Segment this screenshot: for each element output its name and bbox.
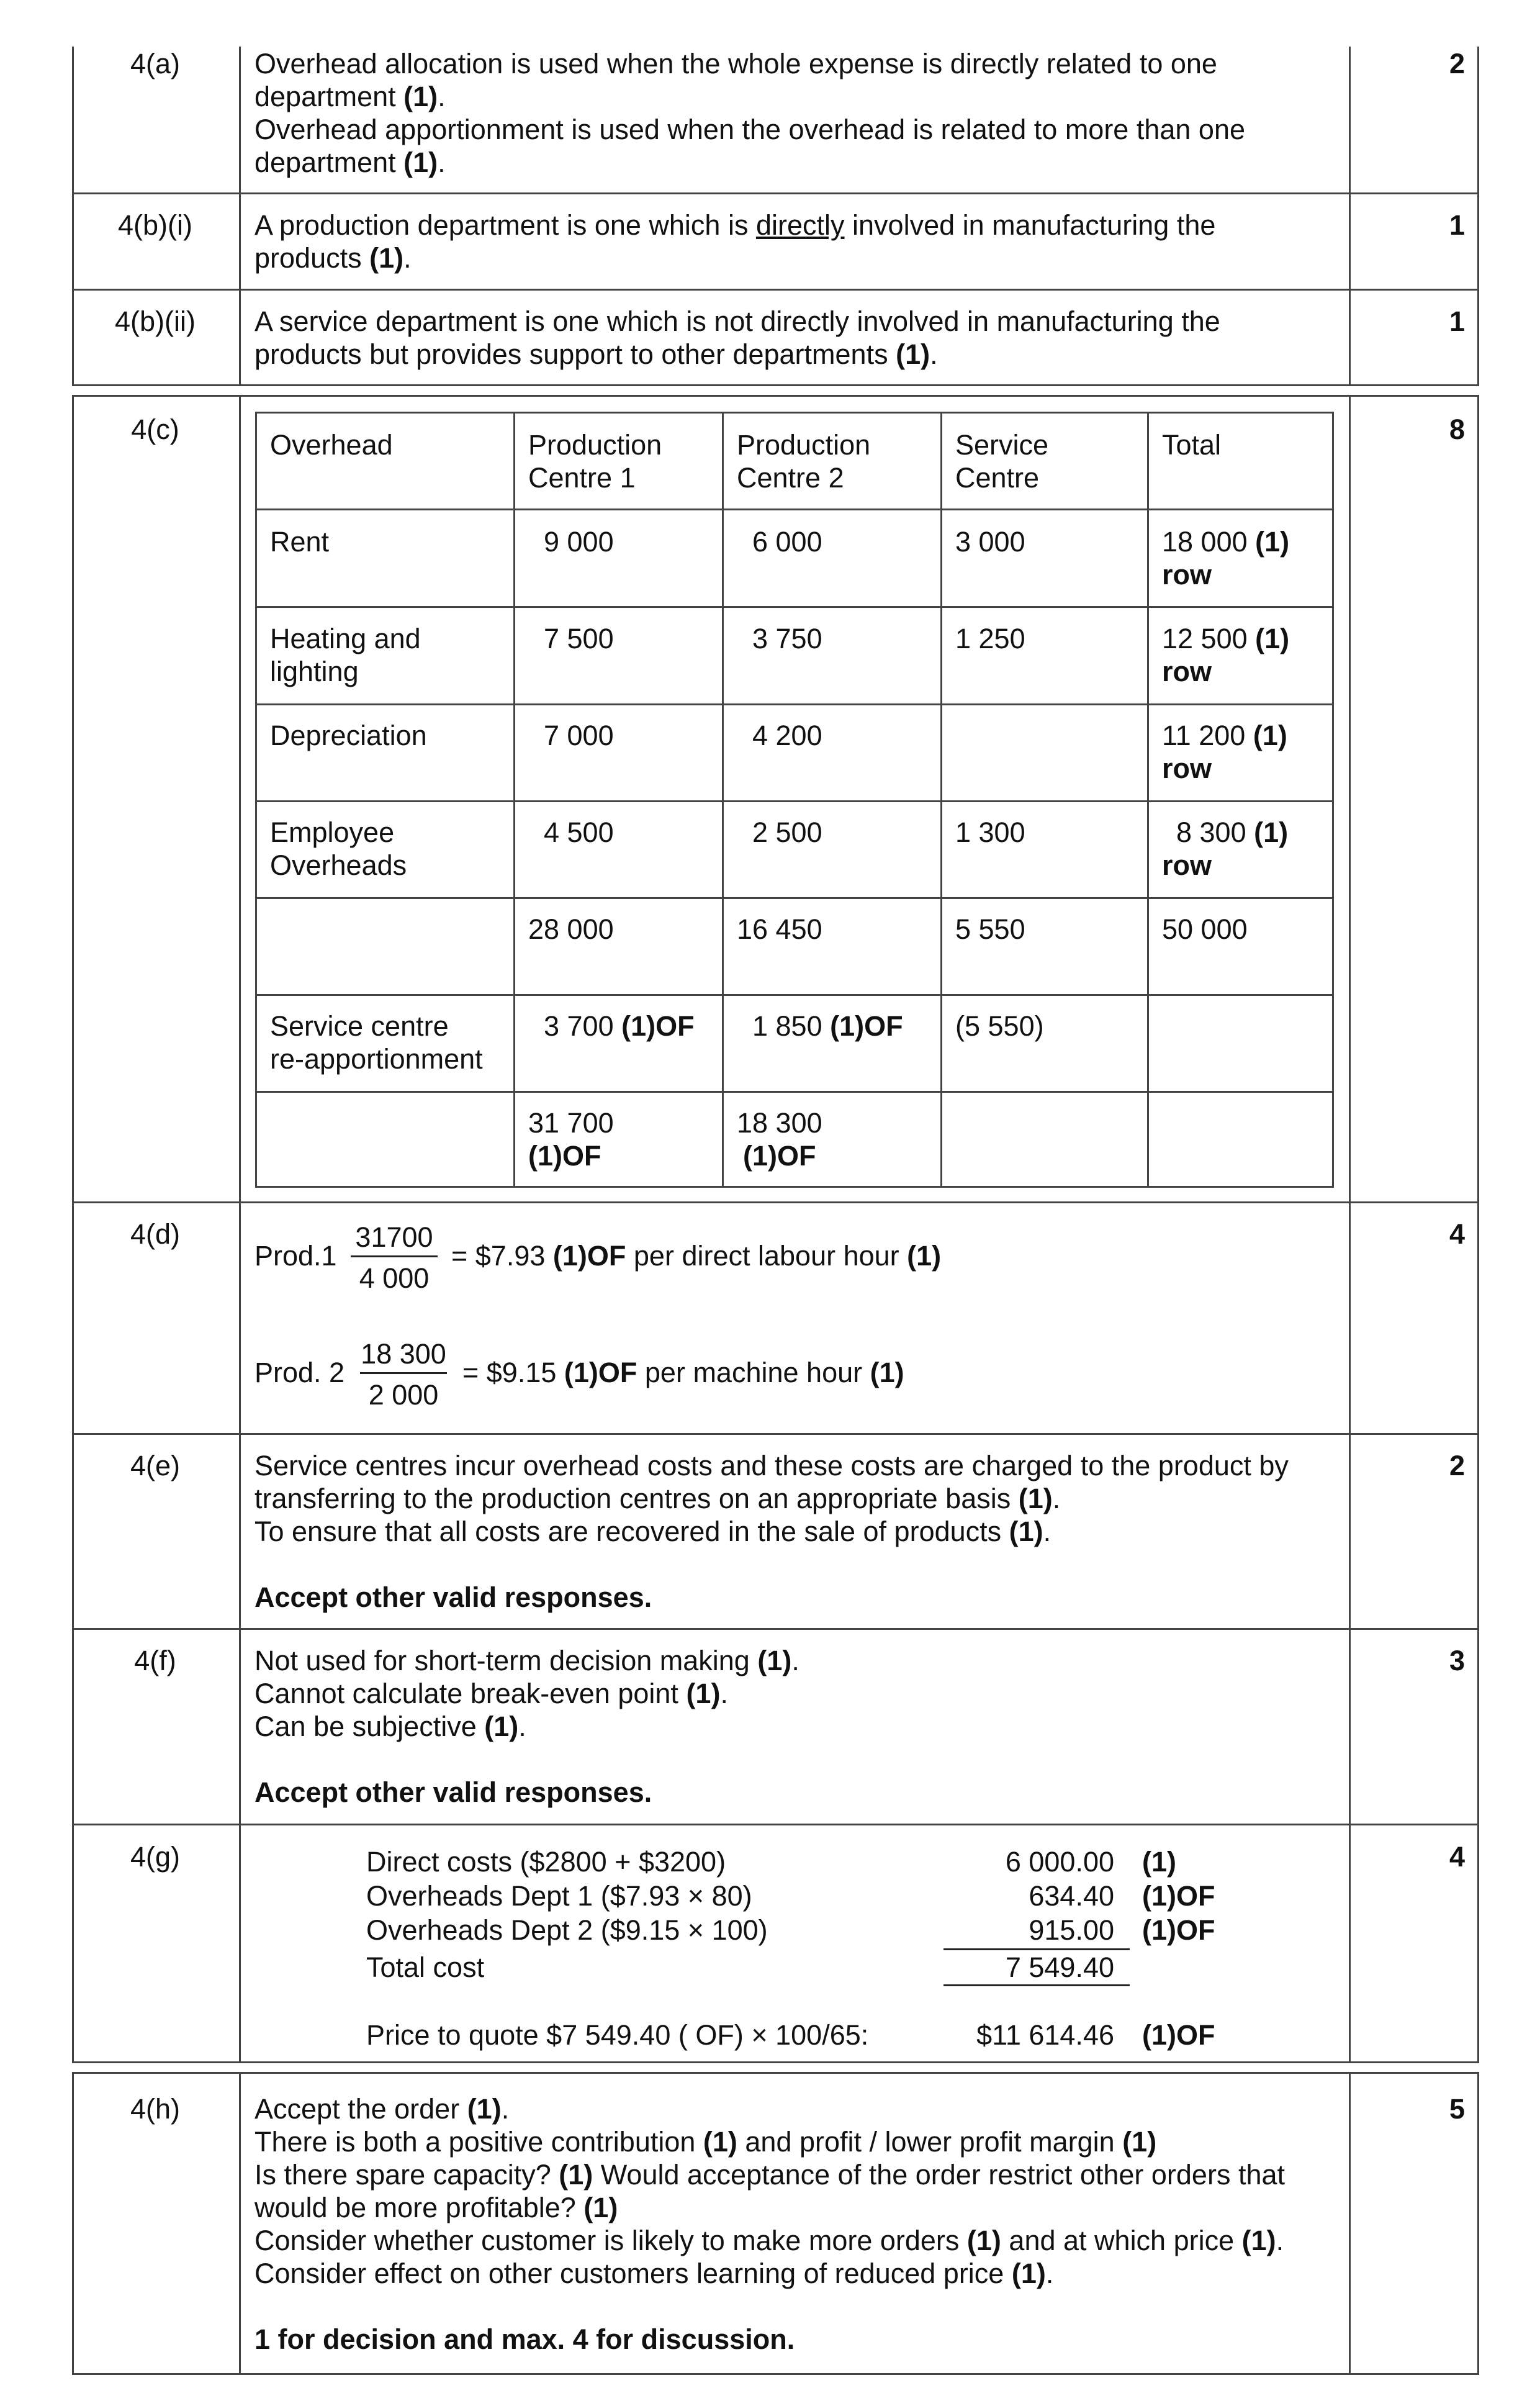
marks-value: 4: [1449, 1218, 1465, 1250]
table-cell: 2 500: [752, 816, 822, 848]
table-cell: 7 500: [544, 623, 614, 654]
answer-text: Accept the order (1). There is both a positive contribution (1) and profit / lower profit margin (1) Is there spare capacity? (1) Would acceptance of the order restrict other orders that would be more profitable? (1) Consider whether customer is likely to make more orders (1) and at which price (1). Consider effect on other customers learning of reduced price (1). 1 for decision and max. 4 for discussion.: [254, 2093, 1286, 2355]
price-mark: (1)OF: [1142, 2019, 1215, 2051]
answer-text: Service centres incur overhead costs and these costs are charged to the product by transferring to the production centres on an appropriate basis (1). To ensure that all costs are recovered in the sale of products (1). Accept other valid responses.: [254, 1450, 1289, 1613]
price-label: Price to quote $7 549.40 ( OF) × 100/65:: [366, 2019, 869, 2051]
calc-result: = $7.93 (1)OF per direct labour hour (1): [451, 1240, 942, 1272]
row-divider: [72, 1628, 1479, 1630]
question-number: 4(f): [134, 1645, 176, 1676]
overhead-table-row-line: [255, 509, 1334, 510]
row-divider: [72, 1824, 1479, 1825]
table-cell: 50 000: [1162, 913, 1248, 945]
table-cell: 1 250: [955, 623, 1025, 654]
question-number: 4(g): [130, 1841, 181, 1873]
table-cell: 3 700 (1)OF: [544, 1010, 695, 1042]
question-number: 4(a): [130, 48, 181, 79]
cost-item-value: 7 549.40: [1005, 1951, 1114, 1983]
table-cell: 3 750: [752, 623, 822, 654]
overhead-table-row-line: [255, 1091, 1334, 1093]
marks-value: 2: [1449, 48, 1465, 79]
calc-label: Prod. 2: [254, 1357, 345, 1388]
table-cell: 3 000: [955, 526, 1025, 558]
marks-value: 5: [1449, 2093, 1465, 2125]
table-cell: 31 700 (1)OF: [528, 1107, 614, 1172]
table-header: Production Centre 1: [528, 429, 662, 494]
calc-result: = $9.15 (1)OF per machine hour (1): [462, 1357, 904, 1388]
marks-value: 2: [1449, 1450, 1465, 1481]
table-cell: 9 000: [544, 526, 614, 558]
section-divider: [72, 2061, 1479, 2074]
table-cell: 8 300 (1) row: [1162, 816, 1289, 881]
fraction-bar: [360, 1372, 447, 1374]
table-cell: 12 500 (1) row: [1162, 623, 1290, 687]
question-number: 4(e): [130, 1450, 181, 1481]
marks-value: 1: [1449, 305, 1465, 337]
table-row-label: Rent: [270, 526, 330, 558]
table-row-label: Employee Overheads: [270, 816, 407, 881]
row-divider: [72, 1433, 1479, 1435]
table-cell: 5 550: [955, 913, 1025, 945]
table-cell: 1 850 (1)OF: [752, 1010, 903, 1042]
marks-value: 3: [1449, 1645, 1465, 1676]
answer-text: Overhead allocation is used when the whole expense is directly related to one department (1). Overhead apportionment is used when the overhead is related to more than one department (1).: [254, 48, 1246, 178]
table-cell: 18 300 (1)OF: [737, 1107, 822, 1172]
question-number: 4(b)(i): [118, 209, 192, 241]
calc-label: Prod.1: [254, 1240, 337, 1272]
overhead-table-row-line: [255, 800, 1334, 802]
table-cell: 7 000: [544, 720, 614, 751]
question-number: 4(h): [130, 2093, 181, 2125]
table-cell: 18 000 (1) row: [1162, 526, 1290, 590]
table-cell: 11 200 (1) row: [1162, 720, 1287, 784]
cost-item-mark: (1)OF: [1142, 1880, 1215, 1912]
table-cell: 4 200: [752, 720, 822, 751]
table-cell: 16 450: [737, 913, 822, 945]
table-header: Overhead: [270, 429, 393, 461]
price-value: $11 614.46: [976, 2019, 1114, 2051]
cost-item-label: Direct costs ($2800 + $3200): [366, 1846, 726, 1878]
answer-text: A service department is one which is not directly involved in manufacturing the products but provides support to other departments (1).: [254, 305, 1220, 370]
overhead-table-col-line: [940, 412, 942, 1188]
table-header: Total: [1162, 429, 1222, 461]
fraction-numerator: 18 300: [361, 1338, 446, 1370]
section-divider: [72, 384, 1479, 397]
cost-item-value: 915.00: [1029, 1914, 1114, 1946]
table-cell: 28 000: [528, 913, 614, 945]
overhead-table-col-line: [513, 412, 515, 1188]
question-number: 4(d): [130, 1218, 181, 1250]
overhead-table-row-line: [255, 703, 1334, 705]
marks-value: 1: [1449, 209, 1465, 241]
question-number: 4(c): [131, 414, 179, 445]
overhead-table-row-line: [255, 994, 1334, 996]
cost-item-label: Overheads Dept 1 ($7.93 × 80): [366, 1880, 752, 1912]
cost-item-value: 634.40: [1029, 1880, 1114, 1912]
marks-value: 8: [1449, 414, 1465, 445]
question-number: 4(b)(ii): [115, 305, 196, 337]
cost-item-mark: (1): [1142, 1846, 1176, 1878]
fraction-denominator: 4 000: [359, 1262, 430, 1294]
cost-item-label: Total cost: [366, 1951, 485, 1983]
overhead-table-row-line: [255, 606, 1334, 608]
table-header: Service Centre: [955, 429, 1049, 494]
row-divider: [72, 1201, 1479, 1203]
cost-item-mark: (1)OF: [1142, 1914, 1215, 1946]
overhead-table-row-line: [255, 897, 1334, 899]
marks-value: 4: [1449, 1841, 1465, 1873]
table-cell: 6 000: [752, 526, 822, 558]
table-cell: 1 300: [955, 816, 1025, 848]
overhead-table-col-line: [722, 412, 724, 1188]
sum-rule: [943, 1948, 1130, 1950]
row-divider: [72, 192, 1479, 194]
table-row-label: Depreciation: [270, 720, 427, 751]
fraction-bar: [351, 1255, 438, 1257]
table-header: Production Centre 2: [737, 429, 871, 494]
table-cell: (5 550): [955, 1010, 1044, 1042]
fraction-denominator: 2 000: [368, 1379, 439, 1411]
answer-text: A production department is one which is directly involved in manufacturing the products (1).: [254, 209, 1216, 274]
cost-item-value: 6 000.00: [1005, 1846, 1114, 1878]
overhead-table-col-line: [1147, 412, 1149, 1188]
sum-rule: [943, 1984, 1130, 1986]
fraction-numerator: 31700: [355, 1221, 433, 1253]
table-cell: 4 500: [544, 816, 614, 848]
answer-text: Not used for short-term decision making (1). Cannot calculate break-even point (1). Can be subjective (1). Accept other valid responses.: [254, 1645, 799, 1808]
table-bottom-border: [72, 2373, 1479, 2375]
cost-item-label: Overheads Dept 2 ($9.15 × 100): [366, 1914, 768, 1946]
row-divider: [72, 289, 1479, 291]
table-row-label: Service centre re-apportionment: [270, 1010, 483, 1075]
table-row-label: Heating and lighting: [270, 623, 421, 687]
